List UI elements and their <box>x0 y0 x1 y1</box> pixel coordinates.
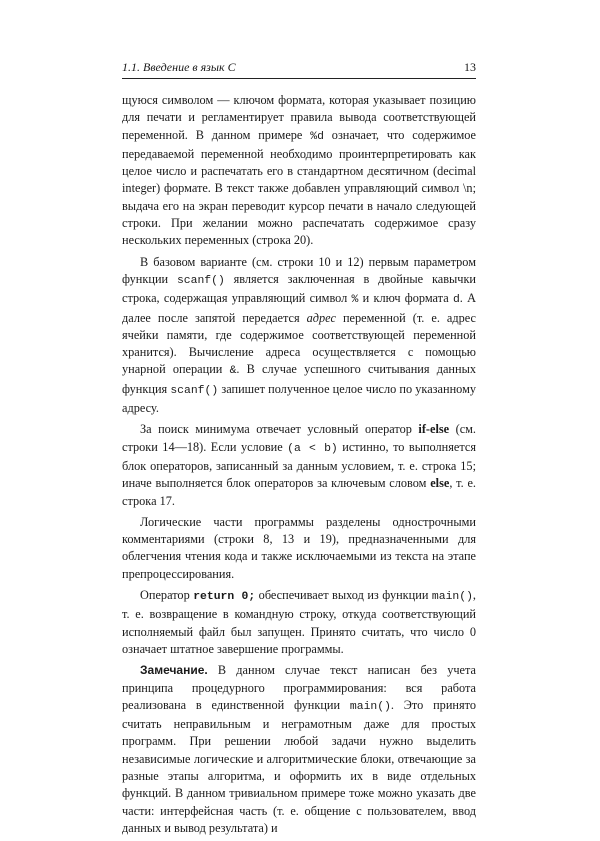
text-run: Логические части программы разделены однострочными комментариями (строки 8, 13 и 19), предназначенными для облегчения чтения кода и также исключаемыми из текста на этапе препроцессирования. <box>122 514 476 581</box>
running-header <box>122 60 476 79</box>
code-token: % <box>351 294 359 307</box>
paragraph-return <box>122 587 476 658</box>
code-token: main() <box>431 591 473 604</box>
code-token: (a < b) <box>287 442 338 455</box>
paragraph-scanf <box>122 254 476 418</box>
page-number: 13 <box>464 60 476 74</box>
text-run: . А далее после запятой передается <box>122 291 476 325</box>
text-run: , т. е. строка 17. <box>122 476 476 508</box>
text-run: (см. строки 14—18). Если условие <box>122 422 477 454</box>
text-run: запишет полученное целое число по указанному адресу. <box>122 381 477 416</box>
text-run: В данном случае текст написан без учета принципа процедурного программирования: вся работа реализована в единственной функции <box>122 663 476 712</box>
code-token: scanf() <box>170 384 219 397</box>
text-run: , т. е. возвращение в командную строку, откуда соответствующий исполняемый файл был запущен. Принято считать, что число 0 означает штатное завершение программы. <box>122 588 476 656</box>
text-run: истинно, то выполняется блок операторов, записанный за данным условием, т. е. строка 15; иначе выполняется блок операторов за ключевым словом <box>122 439 476 491</box>
keyword: if-else <box>418 422 450 437</box>
text-run: обеспечивает выход из функции <box>255 588 432 603</box>
text-run: Оператор <box>140 588 194 603</box>
code-token: scanf() <box>176 274 225 287</box>
text-run: щуюся символом — ключом формата, которая указывает позицию для печати и регламентирует правила вывода соответствующей переменной. В данном примере <box>122 93 476 142</box>
text-run: и ключ формата <box>358 291 453 306</box>
keyword: else <box>430 476 450 491</box>
text-run: переменной (т. е. адрес ячейки памяти, где содержимое соответствующей переменной хранится). Вычисление адреса осуществляется с помощью унарной операции <box>122 310 477 377</box>
page-body <box>122 92 476 841</box>
text-run: . Это принято считать неправильным и неграмотным даже для простых программ. При решении любой задачи нужно выделить независимые логические и алгоритмические блоки, отвечающие за разные этапы алгоритма, и оформить их в виде отдельных функций. В данном тривиальном примере тоже можно указать две части: интерфейсная часть (т. е. общение с пользователем, ввод данных и вывод результата) и <box>122 697 477 835</box>
paragraph-if-else <box>122 421 476 509</box>
text-run: . В случае успешного считывания данных функция <box>122 362 476 396</box>
chapter-title: 1.1. Введение в язык C <box>122 60 236 74</box>
text-run: В базовом варианте (см. строки 10 и 12) первым параметром функции <box>122 254 476 286</box>
emphasis: адрес <box>306 310 336 325</box>
code-token: d <box>452 294 460 307</box>
code-token: & <box>229 365 237 378</box>
paragraph-comments <box>122 514 476 583</box>
text-run: является заключенная в двойные кавычки строка, содержащая управляющий символ <box>122 271 476 306</box>
paragraph-format-key <box>122 92 476 250</box>
code-token: %d <box>310 130 324 143</box>
text-run: За поиск минимума отвечает условный оператор <box>140 422 419 437</box>
code-token: main() <box>349 700 391 713</box>
code-token: return 0; <box>193 591 256 604</box>
note-title: Замечание. <box>140 663 208 678</box>
text-run: означает, что содержимое передаваемой переменной необходимо проинтерпретировать как целое число и распечатать его в стандартном десятичном (decimal integer) формате. В текст также добавлен управляющий символ \n; выдача его на экран переводит курсор печати в начало следующей строки. При желании можно распечатать содержимое сразу нескольких переменных (строка 20). <box>122 127 476 248</box>
